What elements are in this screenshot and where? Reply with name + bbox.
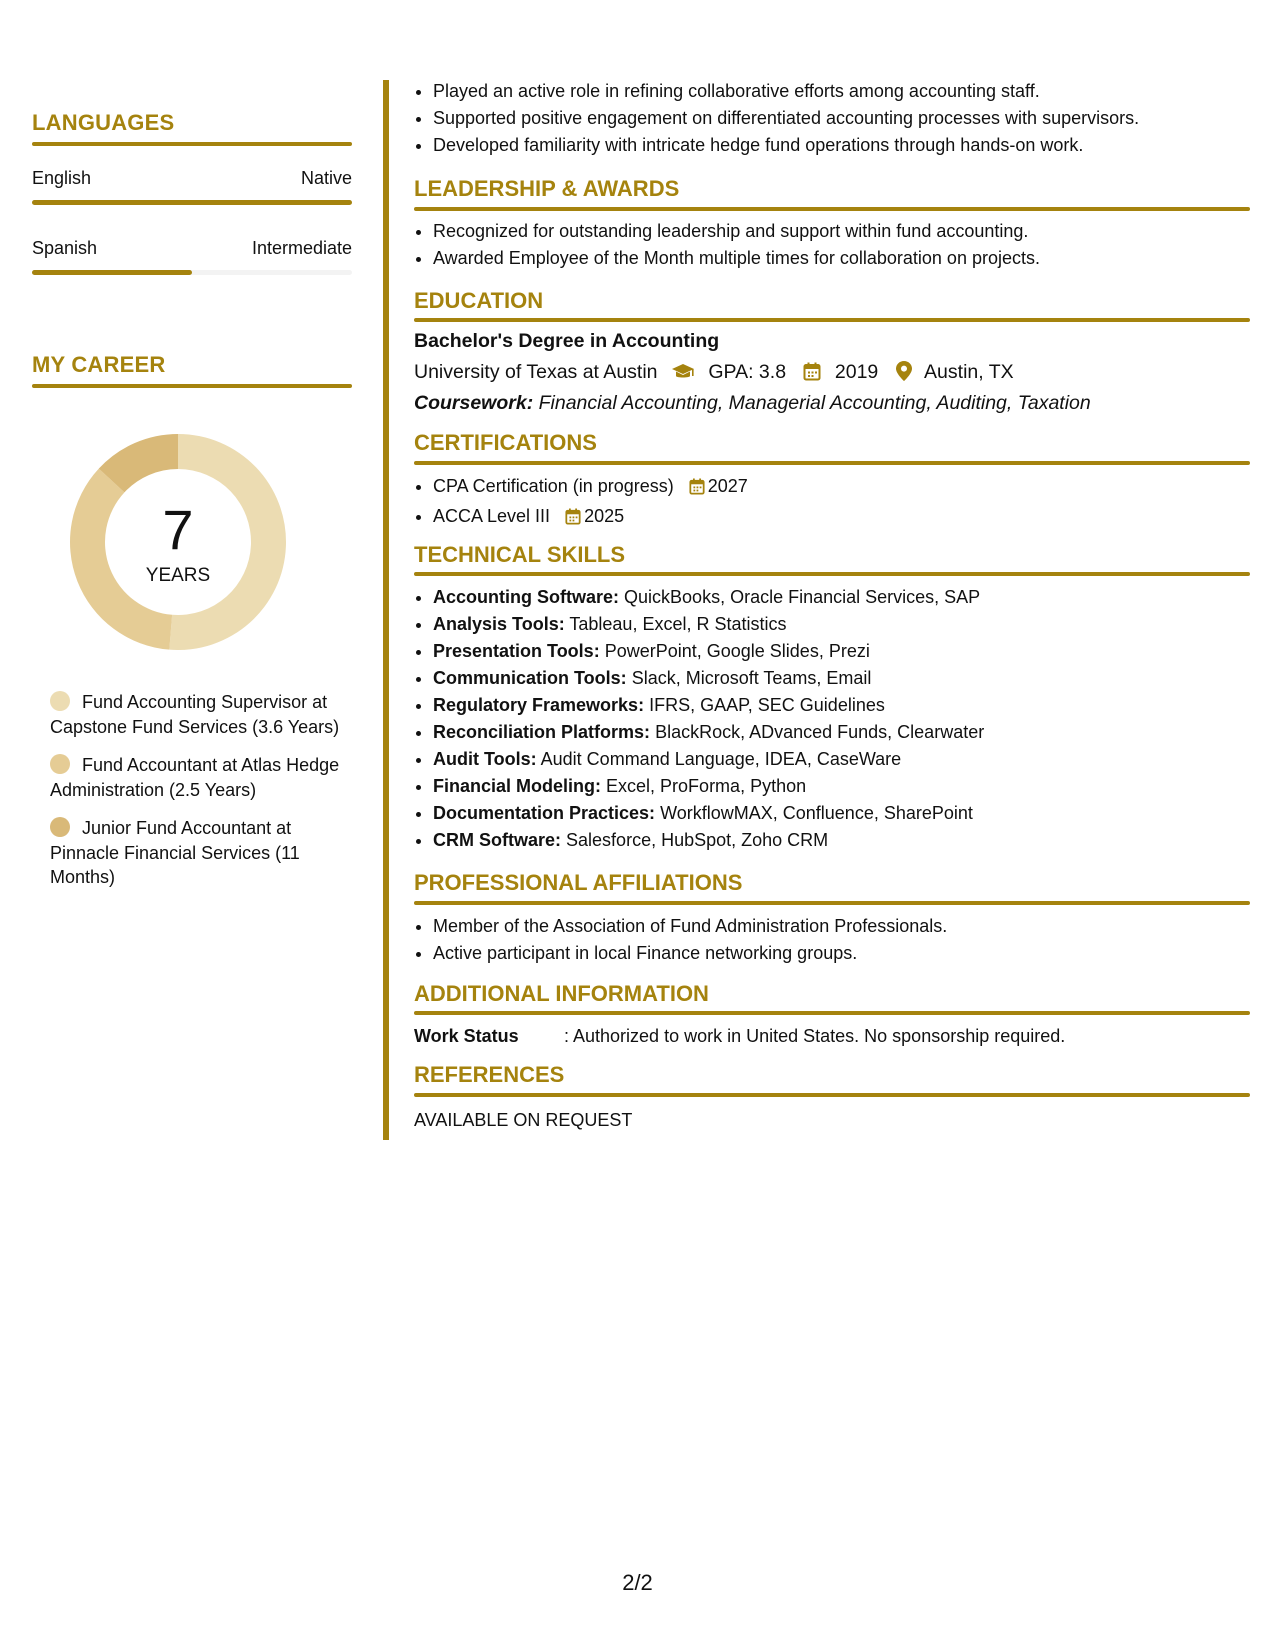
career-legend-item (50, 690, 340, 739)
certification-year: 2027 (707, 476, 748, 496)
certification-name: CPA Certification (in progress) (433, 476, 674, 496)
list-item (433, 611, 1250, 638)
list-item (433, 773, 1250, 800)
list-item: • Member of the Association of Fund Administration Professionals. (433, 913, 1250, 940)
education-rule (414, 318, 1250, 322)
affiliations-heading: PROFESSIONAL AFFILIATIONS (414, 870, 743, 895)
skill-value: IFRS, GAAP, SEC Guidelines (649, 695, 885, 715)
language-bar-english (32, 200, 352, 205)
skill-label: Analysis Tools: (433, 614, 565, 634)
career-legend (50, 690, 340, 904)
list-item: • Supported positive engagement on differentiated accounting processes with supervisors. (433, 105, 1250, 132)
language-row-spanish (32, 238, 352, 259)
language-row-english (32, 168, 352, 189)
skills-rule (414, 572, 1250, 576)
school-name: University of Texas at Austin (414, 361, 658, 383)
skill-value: Tableau, Excel, R Statistics (569, 614, 787, 634)
list-item (433, 719, 1250, 746)
skill-value: Slack, Microsoft Teams, Email (631, 668, 872, 688)
leadership-list (414, 218, 1250, 272)
skill-value: QuickBooks, Oracle Financial Services, SAP (624, 587, 981, 607)
skill-value: Audit Command Language, IDEA, CaseWare (540, 749, 902, 769)
list-item (433, 638, 1250, 665)
career-total-number: 7 (162, 498, 194, 561)
work-status-value: : Authorized to work in United States. No sponsorship required. (564, 1026, 1066, 1046)
education-location: Austin, TX (924, 361, 1014, 383)
skill-label: Audit Tools: (433, 749, 537, 769)
list-item: • Developed familiarity with intricate hedge fund operations through hands-on work. (433, 132, 1250, 159)
list-item (433, 692, 1250, 719)
skill-label: Communication Tools: (433, 668, 627, 688)
skill-label: Regulatory Frameworks: (433, 695, 645, 715)
certification-name: ACCA Level III (433, 506, 551, 526)
legend-dot-icon (50, 691, 70, 711)
skill-value: WorkflowMAX, Confluence, SharePoint (660, 803, 973, 823)
column-divider (383, 80, 389, 1140)
references-text: AVAILABLE ON REQUEST (414, 1110, 633, 1130)
skills-heading: TECHNICAL SKILLS (414, 542, 626, 567)
calendar-icon (803, 362, 821, 387)
list-item: • Active participant in local Finance networking groups. (433, 940, 1250, 967)
coursework (414, 392, 1091, 415)
list-item (433, 503, 1250, 533)
skill-value: PowerPoint, Google Slides, Prezi (604, 641, 870, 661)
list-item: • Recognized for outstanding leadership and support within fund accounting. (433, 218, 1250, 245)
work-status-label: Work Status (414, 1026, 519, 1046)
education-details (414, 361, 1014, 387)
coursework-label: Coursework: (414, 392, 534, 414)
references-rule (414, 1093, 1250, 1097)
language-level: Native (300, 168, 352, 188)
list-item (433, 473, 1250, 503)
leadership-heading: LEADERSHIP & AWARDS (414, 176, 680, 201)
language-bar-spanish (32, 270, 352, 275)
additional-rule (414, 1011, 1250, 1015)
leadership-rule (414, 207, 1250, 211)
skill-value: Excel, ProForma, Python (606, 776, 807, 796)
legend-dot-icon (50, 754, 70, 774)
affiliations-rule (414, 901, 1250, 905)
graduation-year: 2019 (834, 361, 879, 383)
career-legend-item (50, 816, 340, 890)
skill-label: Presentation Tools: (433, 641, 600, 661)
page-number: 2/2 (622, 1570, 653, 1595)
list-item: • Played an active role in refining collaborative efforts among accounting staff. (433, 78, 1250, 105)
gpa-value: GPA: 3.8 (708, 361, 787, 383)
calendar-icon (565, 506, 581, 533)
graduation-cap-icon (671, 363, 695, 387)
skill-label: Financial Modeling: (433, 776, 602, 796)
degree-title: Bachelor's Degree in Accounting (414, 330, 720, 352)
coursework-list: Financial Accounting, Managerial Accounting, Auditing, Taxation (538, 392, 1091, 414)
list-item (433, 665, 1250, 692)
language-bar-fill (32, 200, 352, 205)
career-legend-label: Fund Accounting Supervisor at Capstone Fund Services (3.6 Years) (50, 692, 340, 737)
legend-dot-icon (50, 817, 70, 837)
location-pin-icon (896, 361, 912, 387)
skills-list (414, 584, 1250, 854)
skill-label: Reconciliation Platforms: (433, 722, 651, 742)
list-item (433, 584, 1250, 611)
career-legend-item (50, 753, 340, 802)
skill-label: Accounting Software: (433, 587, 620, 607)
skill-value: BlackRock, ADvanced Funds, Clearwater (655, 722, 985, 742)
list-item (433, 800, 1250, 827)
calendar-icon (689, 476, 705, 503)
certification-year: 2025 (584, 506, 625, 526)
additional-heading: ADDITIONAL INFORMATION (414, 981, 709, 1006)
language-name: Spanish (32, 238, 98, 258)
language-name: English (32, 168, 92, 188)
language-level: Intermediate (251, 238, 352, 258)
skill-label: Documentation Practices: (433, 803, 656, 823)
list-item (433, 827, 1250, 854)
career-rule (32, 384, 352, 388)
affiliations-list (414, 913, 1250, 967)
career-legend-label: Junior Fund Accountant at Pinnacle Financial Services (11 Months) (50, 818, 300, 887)
references-heading: REFERENCES (414, 1062, 565, 1087)
certifications-rule (414, 461, 1250, 465)
skill-label: CRM Software: (433, 830, 562, 850)
language-bar-fill (32, 270, 192, 275)
work-status-row (414, 1023, 1065, 1050)
education-heading: EDUCATION (414, 288, 544, 313)
career-total-unit: YEARS (145, 565, 211, 586)
languages-rule (32, 142, 352, 146)
career-heading: MY CAREER (32, 352, 166, 377)
certifications-heading: CERTIFICATIONS (414, 430, 597, 455)
list-item (433, 746, 1250, 773)
career-legend-label: Fund Accountant at Atlas Hedge Administration (2.5 Years) (50, 755, 340, 800)
languages-heading: LANGUAGES (32, 110, 175, 135)
skill-value: Salesforce, HubSpot, Zoho CRM (566, 830, 829, 850)
experience-bullets (414, 78, 1250, 159)
certifications-list (414, 473, 1250, 533)
list-item: • Awarded Employee of the Month multiple times for collaboration on projects. (433, 245, 1250, 272)
